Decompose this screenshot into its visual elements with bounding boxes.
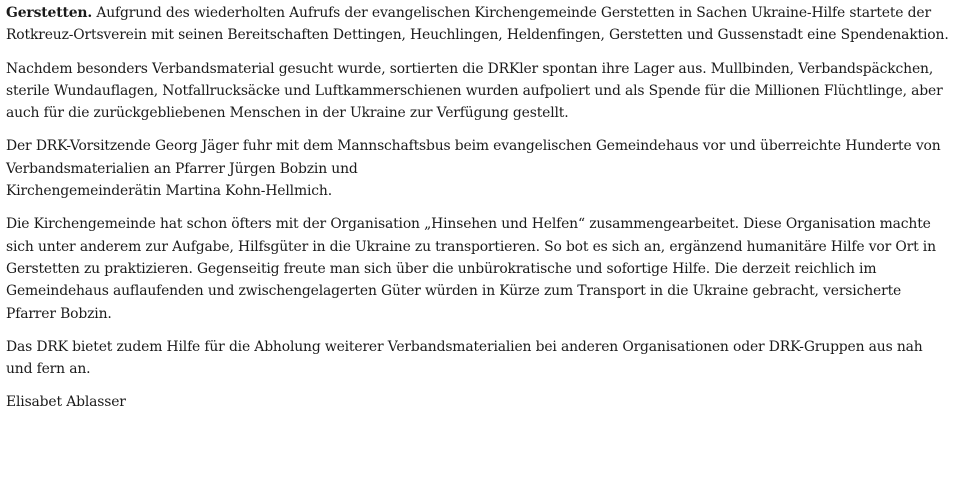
paragraph-3-line-2: Kirchengemeinderätin Martina Kohn-Hellmich. bbox=[6, 183, 332, 200]
paragraph-3-line-1: Der DRK-Vorsitzende Georg Jäger fuhr mit dem Mannschaftsbus beim evangelischen Gemeindehaus vor und überreichte Hunderte von Verbandsmaterialien an Pfarrer Jürgen Bobzin und bbox=[6, 138, 941, 177]
dateline: Gerstetten. bbox=[6, 5, 93, 21]
article-paragraph-3 bbox=[6, 135, 952, 202]
article-paragraph-5: Das DRK bietet zudem Hilfe für die Abholung weiterer Verbandsmaterialien bei anderen Organisationen oder DRK-Gruppen aus nah und fern an. bbox=[6, 338, 923, 378]
article-paragraph-4: Die Kirchengemeinde hat schon öfters mit der Organisation „Hinsehen und Helfen“ zusammengearbeitet. Diese Organisation machte sich unter anderem zur Aufgabe, Hilfsgüter in die Ukraine zu transportieren. So bot es sich an, ergänzend humanitäre Hilfe vor Ort in Gerstetten zu praktizieren. Gegenseitig freute man sich über die unbürokratische und sofortige Hilfe. Die derzeit reichlich im Gemeindehaus auflaufenden und zwischengelagerten Güter würden in Kürze zum Transport in die Ukraine gebracht, versicherte Pfarrer Bobzin. bbox=[6, 216, 936, 322]
article-paragraph-2: Nachdem besonders Verbandsmaterial gesucht wurde, sortierten die DRKler spontan ihre Lager aus. Mullbinden, Verbandspäckchen, sterile Wundauflagen, Notfallrucksäcke und Luftkammerschienen wurden aufpoliert und als Spende für die Millionen Flüchtlinge, aber auch für die zurückgebliebenen Menschen in der Ukraine zur Verfügung gestellt. bbox=[6, 60, 943, 122]
paragraph-1-text: Aufgrund des wiederholten Aufrufs der evangelischen Kirchengemeinde Gerstetten in Sachen Ukraine-Hilfe startete der Rotkreuz-Ortsverein mit seinen Bereitschaften Dettingen, Heuchlingen, Heldenfingen, Gerstetten und Gussenstadt eine Spendenaktion. bbox=[6, 5, 949, 44]
author-byline: Elisabet Ablasser bbox=[6, 394, 126, 411]
article-paragraph-1 bbox=[6, 2, 952, 47]
